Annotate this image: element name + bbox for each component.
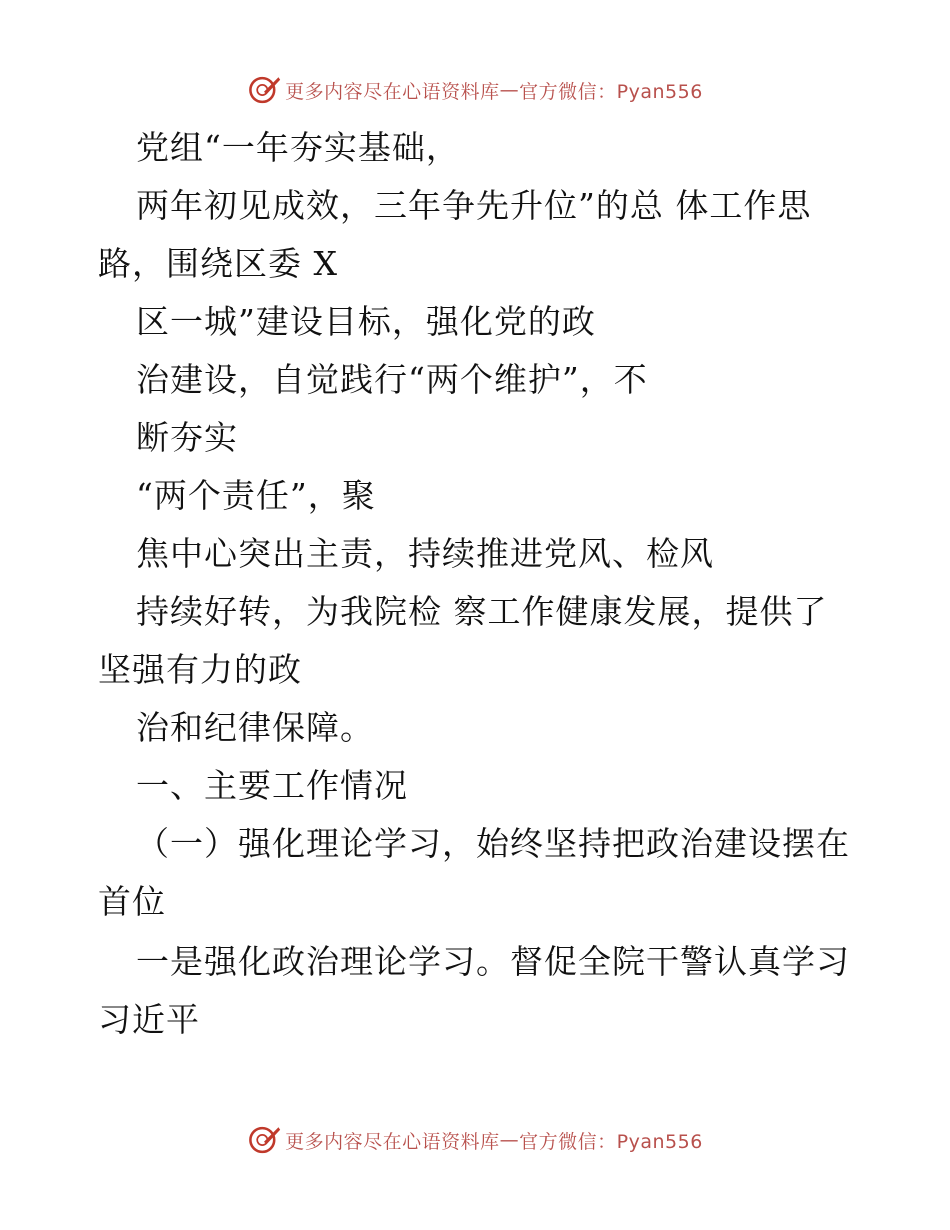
header-separator: —	[499, 79, 520, 101]
footer-wechat-text: 官方微信：Pyan556	[519, 1130, 703, 1153]
footer-brand-text: 更多内容尽在心语资料库	[285, 1130, 500, 1153]
header-brand-text: 更多内容尽在心语资料库	[285, 80, 500, 103]
body-line: 断夯实	[136, 418, 238, 457]
body-line: “两个责任”，聚	[136, 476, 376, 515]
body-line: 坚强有力的政	[98, 650, 302, 689]
body-line: 区一城”建设目标，强化党的政	[136, 302, 596, 341]
body-line: 焦中心突出主责，持续推进党风、检风	[136, 534, 714, 573]
body-line: 首位	[98, 882, 166, 921]
pen-logo-icon	[247, 73, 281, 107]
body-line: 习近平	[98, 1000, 200, 1039]
header-wechat-text: 官方微信：Pyan556	[519, 80, 703, 103]
body-line: 持续好转，为我院检 察工作健康发展，提供了	[136, 592, 828, 631]
body-line: 一是强化政治理论学习。督促全院干警认真学习	[136, 942, 850, 981]
footer-watermark	[0, 1120, 950, 1160]
header-watermark	[0, 70, 950, 110]
body-line: 两年初见成效，三年争先升位”的总 体工作思	[136, 186, 812, 225]
subsection-heading: （一）强化理论学习，始终坚持把政治建设摆在	[136, 824, 850, 863]
section-heading: 一、主要工作情况	[136, 766, 408, 805]
body-line: 治和纪律保障。	[136, 708, 374, 747]
body-line: 治建设，自觉践行“两个维护”，不	[136, 360, 648, 399]
body-line: 党组“一年夯实基础，	[136, 128, 460, 167]
body-line: 路，围绕区委 X	[98, 244, 338, 283]
footer-separator: —	[499, 1129, 520, 1151]
pen-logo-icon	[247, 1123, 281, 1157]
